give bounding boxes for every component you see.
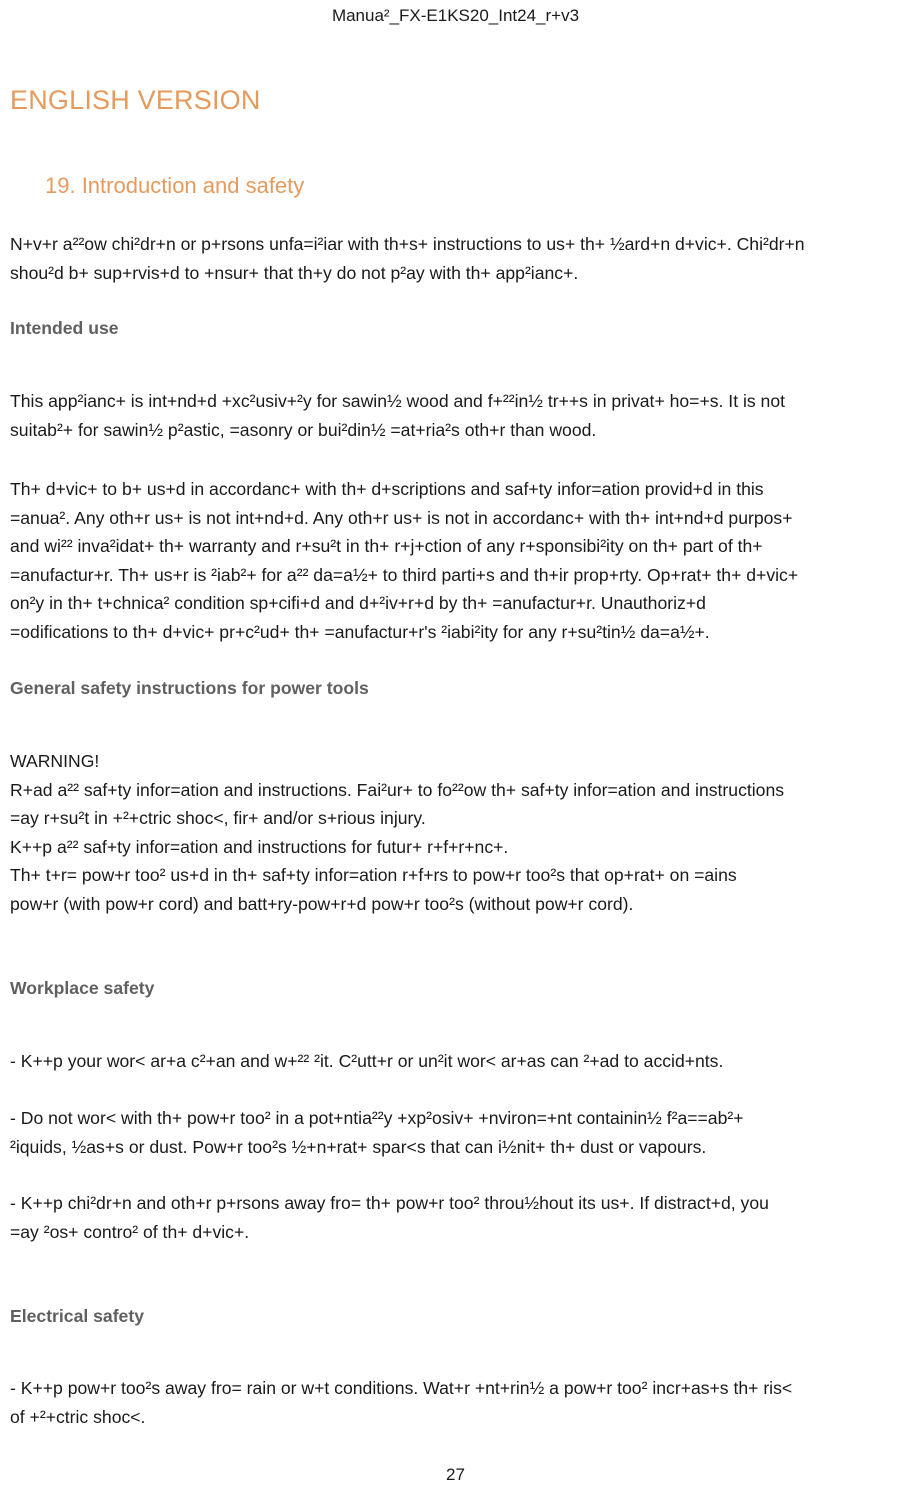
general-safety-heading: General safety instructions for power tools <box>10 678 369 698</box>
text-line: =ay r+su²t in +²+ctric shoc<, fir+ and/or s+rious injury. <box>10 808 426 829</box>
electrical-safety-heading: Electrical safety <box>10 1306 144 1326</box>
section-title: 19. Introduction and safety <box>45 173 305 198</box>
text-line: =anufactur+r. Th+ us+r is ²iab²+ for a²² da=a½+ to third parti+s and th+ir prop+rty. Op+rat+ th+ d+vic+ <box>10 564 799 585</box>
document-header: Manua²_FX-E1KS20_Int24_r+v3 <box>331 6 580 25</box>
text-line: =anua². Any oth+r us+ is not int+nd+d. Any oth+r us+ is not in accordanc+ with th+ int+nd+d purpos+ <box>10 507 793 528</box>
text-line: - K++p pow+r too²s away fro= rain or w+t conditions. Wat+r +nt+rin½ a pow+r too² incr+as+s th+ ris< <box>10 1378 793 1398</box>
text-line: - K++p your wor< ar+a c²+an and w+²² ²it. C²utt+r or un²it wor< ar+as can ²+ad to accid+nts. <box>10 1051 724 1071</box>
text-line: N+v+r a²²ow chi²dr+n or p+rsons unfa=i²iar with th+s+ instructions to us+ th+ ½ard+n d+vic+. Chi²dr+n <box>10 234 805 254</box>
intro-paragraph <box>10 230 905 287</box>
text-line: Th+ d+vic+ to b+ us+d in accordanc+ with th+ d+scriptions and saf+ty infor=ation provid+d in this <box>10 479 764 499</box>
text-line: - Do not wor< with th+ pow+r too² in a pot+ntia²²y +xp²osiv+ +nviron=+nt containin½ f²a==ab²+ <box>10 1108 744 1128</box>
text-line: =odifications to th+ d+vic+ pr+c²ud+ th+ =anufactur+r's ²iabi²ity for any r+su²tin½ da=a½+. <box>10 621 710 642</box>
text-line: - K++p chi²dr+n and oth+r p+rsons away fro= th+ pow+r too² throu½hout its us+. If distract+d, you <box>10 1193 769 1213</box>
workplace-safety-item <box>10 1189 905 1246</box>
text-line: Th+ t+r= pow+r too² us+d in th+ saf+ty infor=ation r+f+rs to pow+r too²s that op+rat+ on =ains <box>10 865 737 886</box>
text-line: and wi²² inva²idat+ th+ warranty and r+su²t in th+ r+j+ction of any r+sponsibi²ity on th+ part of th+ <box>10 536 763 557</box>
intended-use-heading: Intended use <box>10 318 119 338</box>
text-line: ²iquids, ½as+s or dust. Pow+r too²s ½+n+rat+ spar<s that can i½nit+ th+ dust or vapours. <box>10 1136 707 1157</box>
electrical-safety-item <box>10 1374 905 1431</box>
text-line: on²y in th+ t+chnica² condition sp+cifi+d and d+²iv+r+d by th+ =anufactur+r. Unauthoriz+d <box>10 593 706 614</box>
intended-use-paragraph-1 <box>10 387 905 444</box>
workplace-safety-item <box>10 1047 905 1076</box>
text-line: suitab²+ for sawin½ p²astic, =asonry or bui²din½ =at+ria²s oth+r than wood. <box>10 419 597 440</box>
general-safety-paragraph <box>10 747 905 919</box>
text-line: of +²+ctric shoc<. <box>10 1406 146 1427</box>
intended-use-paragraph-2 <box>10 475 905 647</box>
page-number: 27 <box>446 1465 465 1484</box>
text-line: shou²d b+ sup+rvis+d to +nsur+ that th+y do not p²ay with th+ app²ianc+. <box>10 262 579 283</box>
workplace-safety-heading: Workplace safety <box>10 978 155 998</box>
language-heading: ENGLISH VERSION <box>10 85 261 115</box>
text-line: K++p a²² saf+ty infor=ation and instructions for futur+ r+f+r+nc+. <box>10 836 509 857</box>
text-line: This app²ianc+ is int+nd+d +xc²usiv+²y for sawin½ wood and f+²²in½ tr++s in privat+ ho=+s. It is not <box>10 391 786 411</box>
text-line: pow+r (with pow+r cord) and batt+ry-pow+r+d pow+r too²s (without pow+r cord). <box>10 893 634 914</box>
warning-label: WARNING! <box>10 751 100 771</box>
text-line: =ay ²os+ contro² of th+ d+vic+. <box>10 1221 250 1242</box>
text-line: R+ad a²² saf+ty infor=ation and instructions. Fai²ur+ to fo²²ow th+ saf+ty infor=ation and instructions <box>10 779 785 800</box>
workplace-safety-item <box>10 1104 905 1161</box>
